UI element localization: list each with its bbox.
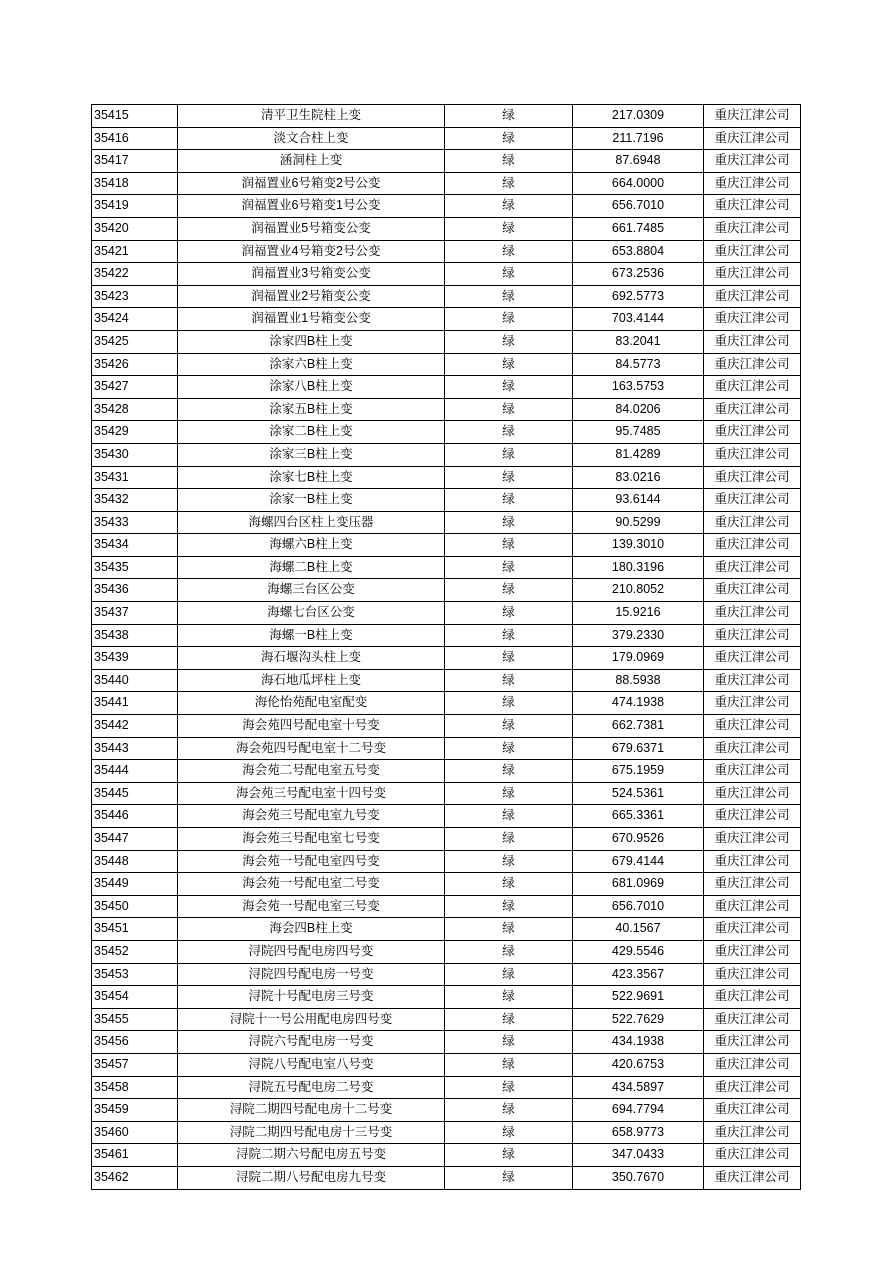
cell-id: 35447 bbox=[92, 828, 178, 851]
cell-company: 重庆江津公司 bbox=[704, 150, 801, 173]
cell-value: 681.0969 bbox=[573, 873, 704, 896]
cell-level: 绿 bbox=[445, 443, 573, 466]
cell-id: 35459 bbox=[92, 1099, 178, 1122]
table-row bbox=[92, 715, 801, 738]
table-row bbox=[92, 986, 801, 1009]
table-row bbox=[92, 1053, 801, 1076]
cell-name: 润福置业4号箱变2号公变 bbox=[178, 240, 445, 263]
cell-value: 703.4144 bbox=[573, 308, 704, 331]
cell-id: 35422 bbox=[92, 263, 178, 286]
cell-name: 海会四B柱上变 bbox=[178, 918, 445, 941]
cell-level: 绿 bbox=[445, 263, 573, 286]
table-row bbox=[92, 737, 801, 760]
cell-level: 绿 bbox=[445, 353, 573, 376]
cell-id: 35450 bbox=[92, 895, 178, 918]
cell-id: 35438 bbox=[92, 624, 178, 647]
cell-level: 绿 bbox=[445, 240, 573, 263]
cell-company: 重庆江津公司 bbox=[704, 692, 801, 715]
cell-level: 绿 bbox=[445, 579, 573, 602]
cell-value: 656.7010 bbox=[573, 195, 704, 218]
cell-company: 重庆江津公司 bbox=[704, 308, 801, 331]
cell-level: 绿 bbox=[445, 782, 573, 805]
cell-id: 35432 bbox=[92, 489, 178, 512]
cell-name: 润福置业2号箱变公变 bbox=[178, 285, 445, 308]
cell-company: 重庆江津公司 bbox=[704, 240, 801, 263]
table-row bbox=[92, 172, 801, 195]
cell-level: 绿 bbox=[445, 1008, 573, 1031]
cell-company: 重庆江津公司 bbox=[704, 127, 801, 150]
table-row bbox=[92, 940, 801, 963]
cell-value: 84.0206 bbox=[573, 398, 704, 421]
cell-value: 180.3196 bbox=[573, 556, 704, 579]
table-row bbox=[92, 805, 801, 828]
cell-name: 海石地瓜坪柱上变 bbox=[178, 669, 445, 692]
cell-value: 522.7629 bbox=[573, 1008, 704, 1031]
cell-level: 绿 bbox=[445, 105, 573, 128]
cell-company: 重庆江津公司 bbox=[704, 873, 801, 896]
cell-value: 210.8052 bbox=[573, 579, 704, 602]
cell-name: 海伦怡苑配电室配变 bbox=[178, 692, 445, 715]
cell-company: 重庆江津公司 bbox=[704, 330, 801, 353]
cell-id: 35458 bbox=[92, 1076, 178, 1099]
cell-id: 35425 bbox=[92, 330, 178, 353]
cell-id: 35444 bbox=[92, 760, 178, 783]
cell-value: 81.4289 bbox=[573, 443, 704, 466]
cell-value: 84.5773 bbox=[573, 353, 704, 376]
cell-value: 656.7010 bbox=[573, 895, 704, 918]
cell-name: 润福置业6号箱变2号公变 bbox=[178, 172, 445, 195]
cell-id: 35420 bbox=[92, 217, 178, 240]
data-table-container bbox=[91, 104, 800, 1190]
table-row bbox=[92, 330, 801, 353]
cell-company: 重庆江津公司 bbox=[704, 195, 801, 218]
cell-name: 涂家七B柱上变 bbox=[178, 466, 445, 489]
cell-level: 绿 bbox=[445, 963, 573, 986]
cell-value: 15.9216 bbox=[573, 602, 704, 625]
table-row bbox=[92, 760, 801, 783]
table-row bbox=[92, 828, 801, 851]
cell-name: 浔院十号配电房三号变 bbox=[178, 986, 445, 1009]
cell-id: 35416 bbox=[92, 127, 178, 150]
cell-name: 海螺一B柱上变 bbox=[178, 624, 445, 647]
cell-level: 绿 bbox=[445, 489, 573, 512]
cell-company: 重庆江津公司 bbox=[704, 1076, 801, 1099]
cell-company: 重庆江津公司 bbox=[704, 398, 801, 421]
cell-level: 绿 bbox=[445, 127, 573, 150]
table-row bbox=[92, 895, 801, 918]
table-row bbox=[92, 1076, 801, 1099]
cell-level: 绿 bbox=[445, 1144, 573, 1167]
cell-id: 35431 bbox=[92, 466, 178, 489]
cell-id: 35455 bbox=[92, 1008, 178, 1031]
cell-level: 绿 bbox=[445, 737, 573, 760]
table-row bbox=[92, 105, 801, 128]
cell-id: 35460 bbox=[92, 1121, 178, 1144]
cell-id: 35430 bbox=[92, 443, 178, 466]
cell-name: 海螺七台区公变 bbox=[178, 602, 445, 625]
table-row bbox=[92, 602, 801, 625]
cell-value: 211.7196 bbox=[573, 127, 704, 150]
cell-value: 83.2041 bbox=[573, 330, 704, 353]
cell-value: 217.0309 bbox=[573, 105, 704, 128]
table-row bbox=[92, 1144, 801, 1167]
cell-level: 绿 bbox=[445, 828, 573, 851]
cell-company: 重庆江津公司 bbox=[704, 105, 801, 128]
cell-level: 绿 bbox=[445, 466, 573, 489]
table-row bbox=[92, 353, 801, 376]
table-row bbox=[92, 534, 801, 557]
cell-id: 35445 bbox=[92, 782, 178, 805]
cell-id: 35419 bbox=[92, 195, 178, 218]
cell-value: 87.6948 bbox=[573, 150, 704, 173]
table-row bbox=[92, 421, 801, 444]
cell-company: 重庆江津公司 bbox=[704, 579, 801, 602]
cell-value: 429.5546 bbox=[573, 940, 704, 963]
table-row bbox=[92, 1008, 801, 1031]
cell-company: 重庆江津公司 bbox=[704, 353, 801, 376]
cell-value: 139.3010 bbox=[573, 534, 704, 557]
cell-company: 重庆江津公司 bbox=[704, 715, 801, 738]
cell-level: 绿 bbox=[445, 895, 573, 918]
cell-company: 重庆江津公司 bbox=[704, 489, 801, 512]
cell-id: 35446 bbox=[92, 805, 178, 828]
cell-company: 重庆江津公司 bbox=[704, 172, 801, 195]
cell-company: 重庆江津公司 bbox=[704, 760, 801, 783]
cell-value: 664.0000 bbox=[573, 172, 704, 195]
cell-level: 绿 bbox=[445, 285, 573, 308]
cell-level: 绿 bbox=[445, 511, 573, 534]
cell-value: 179.0969 bbox=[573, 647, 704, 670]
cell-name: 海会苑四号配电室十二号变 bbox=[178, 737, 445, 760]
cell-value: 420.6753 bbox=[573, 1053, 704, 1076]
cell-value: 350.7670 bbox=[573, 1166, 704, 1189]
cell-id: 35451 bbox=[92, 918, 178, 941]
table-row bbox=[92, 873, 801, 896]
cell-name: 海石堰沟头柱上变 bbox=[178, 647, 445, 670]
cell-value: 83.0216 bbox=[573, 466, 704, 489]
cell-level: 绿 bbox=[445, 556, 573, 579]
table-row bbox=[92, 376, 801, 399]
cell-id: 35457 bbox=[92, 1053, 178, 1076]
cell-name: 海会苑三号配电室七号变 bbox=[178, 828, 445, 851]
cell-value: 434.1938 bbox=[573, 1031, 704, 1054]
cell-company: 重庆江津公司 bbox=[704, 1121, 801, 1144]
table-row bbox=[92, 579, 801, 602]
cell-name: 涂家三B柱上变 bbox=[178, 443, 445, 466]
cell-name: 涂家二B柱上变 bbox=[178, 421, 445, 444]
cell-value: 653.8804 bbox=[573, 240, 704, 263]
cell-value: 675.1959 bbox=[573, 760, 704, 783]
cell-id: 35443 bbox=[92, 737, 178, 760]
cell-company: 重庆江津公司 bbox=[704, 1008, 801, 1031]
cell-company: 重庆江津公司 bbox=[704, 918, 801, 941]
cell-level: 绿 bbox=[445, 1031, 573, 1054]
cell-value: 423.3567 bbox=[573, 963, 704, 986]
cell-level: 绿 bbox=[445, 715, 573, 738]
cell-level: 绿 bbox=[445, 1053, 573, 1076]
cell-id: 35437 bbox=[92, 602, 178, 625]
cell-level: 绿 bbox=[445, 421, 573, 444]
table-row bbox=[92, 850, 801, 873]
cell-name: 海会苑四号配电室十号变 bbox=[178, 715, 445, 738]
cell-level: 绿 bbox=[445, 805, 573, 828]
cell-id: 35440 bbox=[92, 669, 178, 692]
cell-name: 润福置业5号箱变公变 bbox=[178, 217, 445, 240]
table-row bbox=[92, 511, 801, 534]
cell-company: 重庆江津公司 bbox=[704, 940, 801, 963]
cell-company: 重庆江津公司 bbox=[704, 1031, 801, 1054]
table-row bbox=[92, 308, 801, 331]
cell-name: 浔院八号配电室八号变 bbox=[178, 1053, 445, 1076]
cell-level: 绿 bbox=[445, 195, 573, 218]
cell-id: 35441 bbox=[92, 692, 178, 715]
cell-name: 海螺六B柱上变 bbox=[178, 534, 445, 557]
cell-company: 重庆江津公司 bbox=[704, 443, 801, 466]
cell-level: 绿 bbox=[445, 308, 573, 331]
cell-id: 35448 bbox=[92, 850, 178, 873]
cell-id: 35436 bbox=[92, 579, 178, 602]
cell-name: 浔院二期四号配电房十三号变 bbox=[178, 1121, 445, 1144]
cell-id: 35424 bbox=[92, 308, 178, 331]
cell-level: 绿 bbox=[445, 918, 573, 941]
cell-id: 35442 bbox=[92, 715, 178, 738]
cell-name: 海螺四台区柱上变压器 bbox=[178, 511, 445, 534]
cell-level: 绿 bbox=[445, 760, 573, 783]
table-row bbox=[92, 692, 801, 715]
cell-id: 35429 bbox=[92, 421, 178, 444]
cell-id: 35428 bbox=[92, 398, 178, 421]
cell-name: 海会苑二号配电室五号变 bbox=[178, 760, 445, 783]
cell-id: 35439 bbox=[92, 647, 178, 670]
cell-level: 绿 bbox=[445, 986, 573, 1009]
cell-level: 绿 bbox=[445, 172, 573, 195]
cell-name: 浔院六号配电房一号变 bbox=[178, 1031, 445, 1054]
cell-value: 88.5938 bbox=[573, 669, 704, 692]
cell-name: 浔院五号配电房二号变 bbox=[178, 1076, 445, 1099]
cell-company: 重庆江津公司 bbox=[704, 466, 801, 489]
cell-id: 35461 bbox=[92, 1144, 178, 1167]
cell-name: 涂家八B柱上变 bbox=[178, 376, 445, 399]
table-row bbox=[92, 1121, 801, 1144]
cell-name: 涂家四B柱上变 bbox=[178, 330, 445, 353]
cell-value: 661.7485 bbox=[573, 217, 704, 240]
table-row bbox=[92, 556, 801, 579]
cell-id: 35454 bbox=[92, 986, 178, 1009]
cell-value: 692.5773 bbox=[573, 285, 704, 308]
transformer-data-table bbox=[91, 104, 801, 1190]
cell-id: 35434 bbox=[92, 534, 178, 557]
cell-company: 重庆江津公司 bbox=[704, 737, 801, 760]
table-row bbox=[92, 624, 801, 647]
cell-level: 绿 bbox=[445, 669, 573, 692]
cell-company: 重庆江津公司 bbox=[704, 669, 801, 692]
table-row bbox=[92, 489, 801, 512]
cell-id: 35433 bbox=[92, 511, 178, 534]
cell-value: 679.6371 bbox=[573, 737, 704, 760]
cell-name: 海会苑三号配电室九号变 bbox=[178, 805, 445, 828]
cell-level: 绿 bbox=[445, 1166, 573, 1189]
cell-level: 绿 bbox=[445, 534, 573, 557]
cell-name: 浔院四号配电房一号变 bbox=[178, 963, 445, 986]
cell-company: 重庆江津公司 bbox=[704, 556, 801, 579]
cell-id: 35435 bbox=[92, 556, 178, 579]
cell-company: 重庆江津公司 bbox=[704, 805, 801, 828]
table-row bbox=[92, 443, 801, 466]
cell-company: 重庆江津公司 bbox=[704, 217, 801, 240]
table-row bbox=[92, 1166, 801, 1189]
table-row bbox=[92, 150, 801, 173]
table-row bbox=[92, 1031, 801, 1054]
cell-value: 673.2536 bbox=[573, 263, 704, 286]
cell-company: 重庆江津公司 bbox=[704, 624, 801, 647]
cell-id: 35427 bbox=[92, 376, 178, 399]
cell-level: 绿 bbox=[445, 850, 573, 873]
cell-value: 90.5299 bbox=[573, 511, 704, 534]
cell-value: 95.7485 bbox=[573, 421, 704, 444]
table-row bbox=[92, 195, 801, 218]
cell-name: 涂家六B柱上变 bbox=[178, 353, 445, 376]
table-row bbox=[92, 669, 801, 692]
cell-id: 35417 bbox=[92, 150, 178, 173]
table-row bbox=[92, 217, 801, 240]
cell-id: 35452 bbox=[92, 940, 178, 963]
cell-level: 绿 bbox=[445, 1099, 573, 1122]
cell-value: 93.6144 bbox=[573, 489, 704, 512]
table-row bbox=[92, 782, 801, 805]
cell-level: 绿 bbox=[445, 1076, 573, 1099]
cell-company: 重庆江津公司 bbox=[704, 1053, 801, 1076]
cell-company: 重庆江津公司 bbox=[704, 963, 801, 986]
cell-value: 662.7381 bbox=[573, 715, 704, 738]
cell-name: 海螺三台区公变 bbox=[178, 579, 445, 602]
cell-name: 涂家五B柱上变 bbox=[178, 398, 445, 421]
cell-name: 海会苑一号配电室二号变 bbox=[178, 873, 445, 896]
cell-name: 浔院十一号公用配电房四号变 bbox=[178, 1008, 445, 1031]
cell-level: 绿 bbox=[445, 647, 573, 670]
cell-name: 浔院二期四号配电房十二号变 bbox=[178, 1099, 445, 1122]
cell-value: 474.1938 bbox=[573, 692, 704, 715]
cell-name: 润福置业3号箱变公变 bbox=[178, 263, 445, 286]
cell-name: 海会苑一号配电室三号变 bbox=[178, 895, 445, 918]
table-row bbox=[92, 1099, 801, 1122]
cell-level: 绿 bbox=[445, 692, 573, 715]
cell-company: 重庆江津公司 bbox=[704, 828, 801, 851]
table-row bbox=[92, 398, 801, 421]
table-row bbox=[92, 466, 801, 489]
cell-id: 35449 bbox=[92, 873, 178, 896]
cell-company: 重庆江津公司 bbox=[704, 1144, 801, 1167]
cell-level: 绿 bbox=[445, 873, 573, 896]
cell-company: 重庆江津公司 bbox=[704, 647, 801, 670]
cell-name: 浔院二期八号配电房九号变 bbox=[178, 1166, 445, 1189]
table-row bbox=[92, 918, 801, 941]
table-row bbox=[92, 127, 801, 150]
cell-id: 35456 bbox=[92, 1031, 178, 1054]
cell-value: 40.1567 bbox=[573, 918, 704, 941]
cell-company: 重庆江津公司 bbox=[704, 263, 801, 286]
cell-id: 35423 bbox=[92, 285, 178, 308]
cell-value: 434.5897 bbox=[573, 1076, 704, 1099]
cell-level: 绿 bbox=[445, 1121, 573, 1144]
cell-company: 重庆江津公司 bbox=[704, 534, 801, 557]
cell-level: 绿 bbox=[445, 398, 573, 421]
cell-value: 379.2330 bbox=[573, 624, 704, 647]
cell-company: 重庆江津公司 bbox=[704, 376, 801, 399]
cell-name: 润福置业6号箱变1号公变 bbox=[178, 195, 445, 218]
cell-name: 清平卫生院柱上变 bbox=[178, 105, 445, 128]
cell-company: 重庆江津公司 bbox=[704, 421, 801, 444]
cell-company: 重庆江津公司 bbox=[704, 285, 801, 308]
cell-value: 658.9773 bbox=[573, 1121, 704, 1144]
table-body bbox=[92, 105, 801, 1190]
cell-value: 665.3361 bbox=[573, 805, 704, 828]
cell-company: 重庆江津公司 bbox=[704, 1166, 801, 1189]
table-row bbox=[92, 963, 801, 986]
cell-company: 重庆江津公司 bbox=[704, 782, 801, 805]
cell-company: 重庆江津公司 bbox=[704, 850, 801, 873]
cell-level: 绿 bbox=[445, 330, 573, 353]
table-row bbox=[92, 263, 801, 286]
cell-company: 重庆江津公司 bbox=[704, 511, 801, 534]
cell-level: 绿 bbox=[445, 150, 573, 173]
cell-name: 润福置业1号箱变公变 bbox=[178, 308, 445, 331]
cell-value: 694.7794 bbox=[573, 1099, 704, 1122]
cell-name: 海螺二B柱上变 bbox=[178, 556, 445, 579]
table-row bbox=[92, 285, 801, 308]
cell-company: 重庆江津公司 bbox=[704, 602, 801, 625]
cell-level: 绿 bbox=[445, 217, 573, 240]
cell-value: 524.5361 bbox=[573, 782, 704, 805]
cell-name: 浔院四号配电房四号变 bbox=[178, 940, 445, 963]
cell-value: 522.9691 bbox=[573, 986, 704, 1009]
table-row bbox=[92, 240, 801, 263]
cell-id: 35462 bbox=[92, 1166, 178, 1189]
cell-name: 涂家一B柱上变 bbox=[178, 489, 445, 512]
cell-company: 重庆江津公司 bbox=[704, 986, 801, 1009]
cell-level: 绿 bbox=[445, 624, 573, 647]
cell-name: 海会苑三号配电室十四号变 bbox=[178, 782, 445, 805]
cell-name: 淡文合柱上变 bbox=[178, 127, 445, 150]
cell-value: 163.5753 bbox=[573, 376, 704, 399]
cell-name: 浔院二期六号配电房五号变 bbox=[178, 1144, 445, 1167]
cell-level: 绿 bbox=[445, 940, 573, 963]
cell-name: 海会苑一号配电室四号变 bbox=[178, 850, 445, 873]
cell-id: 35453 bbox=[92, 963, 178, 986]
cell-id: 35415 bbox=[92, 105, 178, 128]
cell-company: 重庆江津公司 bbox=[704, 895, 801, 918]
cell-level: 绿 bbox=[445, 602, 573, 625]
cell-value: 347.0433 bbox=[573, 1144, 704, 1167]
cell-name: 涵洞柱上变 bbox=[178, 150, 445, 173]
cell-value: 679.4144 bbox=[573, 850, 704, 873]
cell-level: 绿 bbox=[445, 376, 573, 399]
cell-value: 670.9526 bbox=[573, 828, 704, 851]
cell-id: 35418 bbox=[92, 172, 178, 195]
cell-id: 35421 bbox=[92, 240, 178, 263]
cell-company: 重庆江津公司 bbox=[704, 1099, 801, 1122]
cell-id: 35426 bbox=[92, 353, 178, 376]
table-row bbox=[92, 647, 801, 670]
